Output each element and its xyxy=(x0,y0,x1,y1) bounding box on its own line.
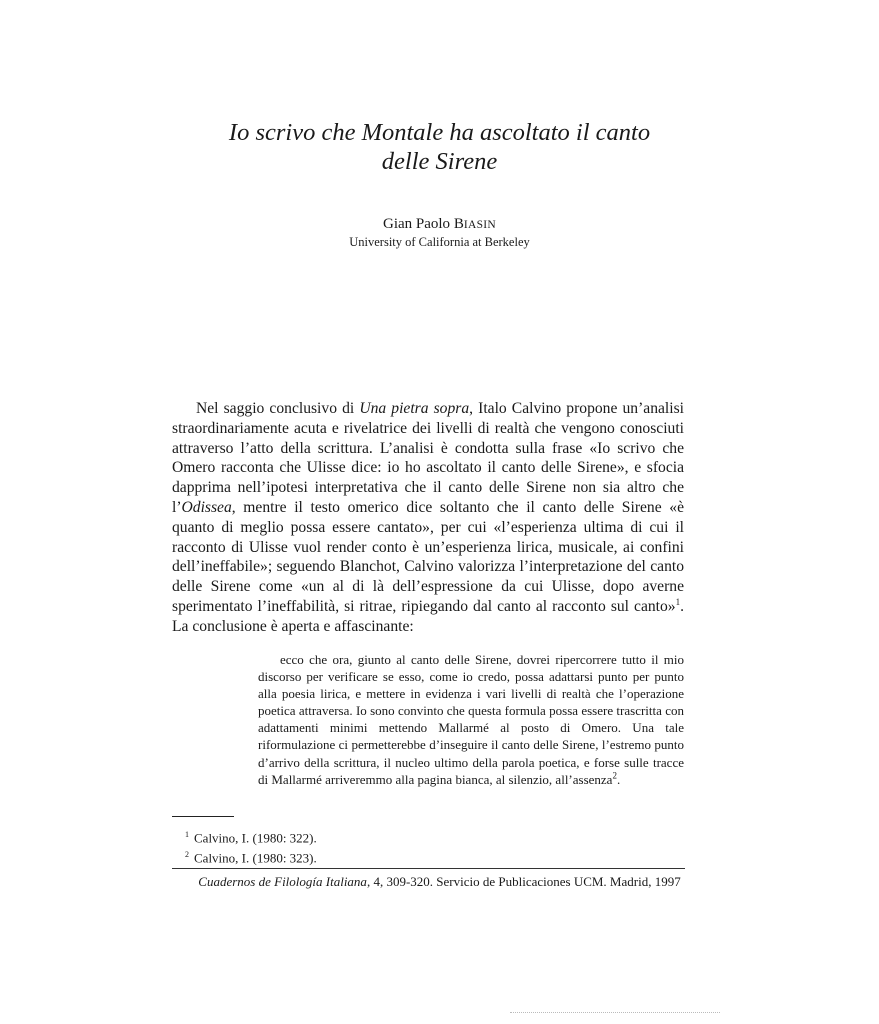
block-quote xyxy=(258,651,684,788)
quote-end: . xyxy=(616,771,621,787)
footnote-mark: 1 xyxy=(185,830,189,839)
body-text-segment: Nel saggio conclusivo di xyxy=(196,400,360,417)
footnote-2 xyxy=(185,846,317,866)
body-paragraph xyxy=(172,399,684,637)
body-text-segment: , mentre il testo omerico dice soltanto che il canto delle Sirene «è quanto di meglio possa essere cantato», per cui «l’esperienza ultima di cui il racconto di Ulisse vuol render conto è un’esperienza lirica, musicale, ai confini dell’ineffabile»; seguendo Blanchot, Calvino valorizza l’interpretazione del canto delle Sirene come «un al di là dell’espressione da cui Ulisse, dopo averne sperimentato l’ineffabilità, si ritrae, ripiegando dal canto al racconto sul canto» xyxy=(172,498,684,615)
footnote-separator xyxy=(172,816,234,817)
author-last-rest: IASIN xyxy=(463,219,496,231)
odissea-title: Odissea xyxy=(181,498,232,516)
footnotes xyxy=(185,826,317,867)
scan-artifact xyxy=(510,1012,720,1013)
footnote-1 xyxy=(185,826,317,846)
book-title: Una pietra sopra xyxy=(359,400,470,417)
journal-separator xyxy=(172,868,685,869)
footnote-ref-1: 1 xyxy=(675,596,681,607)
body-text-segment: , Italo Calvino propone un’analisi straordinariamente acuta e rivelatrice dei livelli di realtà che vengono conosciuti attraverso l’atto della scrittura. L’analisi è condotta sulla frase «Io scrivo che Omero racconta che Ulisse dice: io ho ascoltato il canto delle Sirene», e sfocia dapprima nell’ipotesi interpretativa che il canto delle Sirene non sia altro che l’ xyxy=(172,400,684,516)
footnote-text: Calvino, I. (1980: 323). xyxy=(194,850,317,866)
quote-paragraph xyxy=(258,651,684,788)
body-text-segment: . La conclusione è aperta e affascinante: xyxy=(172,597,684,635)
quote-text: ecco che ora, giunto al canto delle Sirene, dovrei ripercorrere tutto il mio discorso per verificare se esso, come io credo, possa adattarsi punto per punto alla poesia lirica, e mettere in evidenza i vari livelli di realtà che l’operazione poetica attraversa. Io sono convinto che questa formula possa essere trascritta con adattamenti minimi mettendo Mallarmé al posto di Omero. Una tale riformulazione ci permetterebbe d’inseguire il canto delle Sirene, l’estremo punto d’arrivo della scrittura, il nucleo ultimo della parola poetica, e forse sulle tracce di Mallarmé arriveremmo alla pagina bianca, al silenzio, all’assenza xyxy=(258,652,684,787)
footnote-ref-2: 2 xyxy=(612,770,617,781)
author-first-name: Gian Paolo xyxy=(382,216,454,232)
journal-details: , 4, 309-320. Servicio de Publicaciones UCM. Madrid, 1997 xyxy=(366,874,681,889)
footnote-mark: 2 xyxy=(185,850,189,860)
article-title-line-1: Io scrivo che Montale ha ascoltato il canto xyxy=(228,119,651,146)
journal-name: Cuadernos de Filología Italiana xyxy=(198,874,367,889)
footnote-text: Calvino, I. (1980: 322). xyxy=(194,830,317,846)
article-title xyxy=(0,118,879,176)
body-text xyxy=(172,399,684,637)
article-title-line-2: delle Sirene xyxy=(381,148,498,175)
author-name xyxy=(0,216,879,233)
author-last-initial: B xyxy=(453,216,464,232)
author-affiliation: University of California at Berkeley xyxy=(349,235,530,249)
journal-citation xyxy=(0,874,879,890)
